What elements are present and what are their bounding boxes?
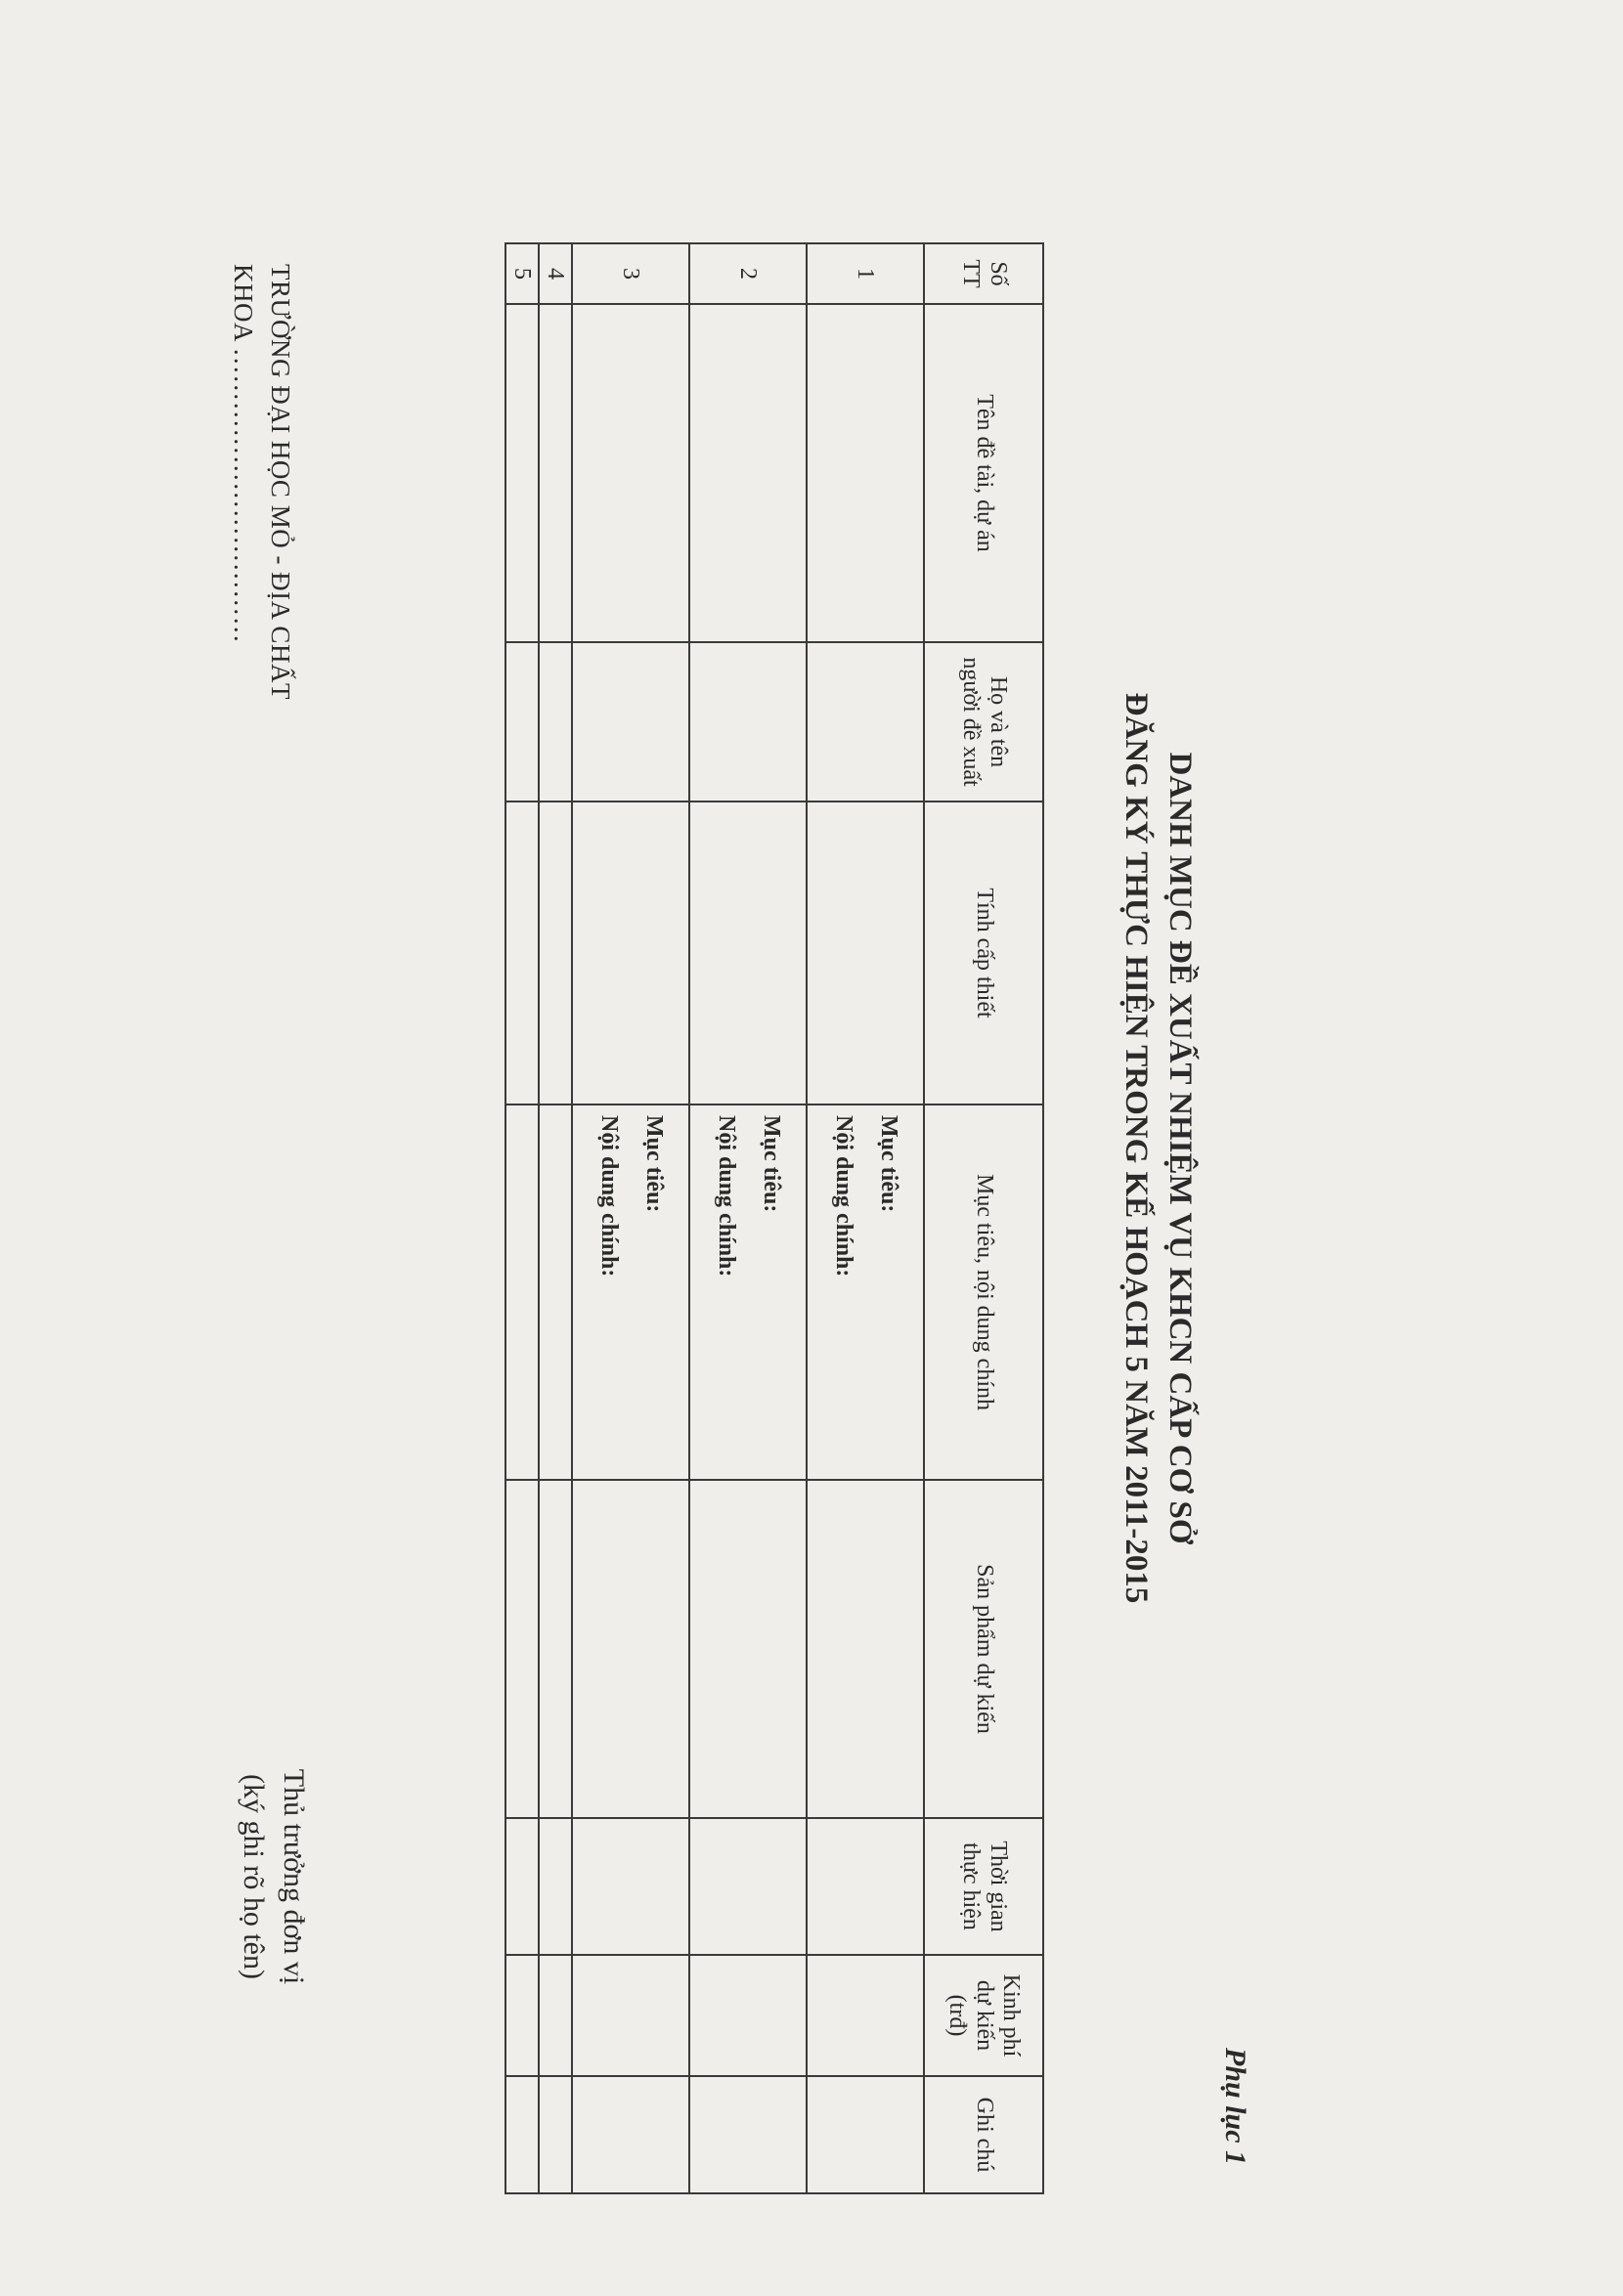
col-header-stt: Số TT xyxy=(924,243,1043,304)
table-row xyxy=(539,243,572,2193)
col-header-duration: Thời gian thực hiện xyxy=(924,1818,1043,1955)
table-row xyxy=(505,243,539,2193)
signature-title: Thủ trưởng đơn vị xyxy=(278,1768,310,1985)
col-header-budget: Kinh phí dự kiến (trđ) xyxy=(924,1955,1043,2076)
appendix-label: Phụ lục 1 xyxy=(1219,2048,1251,2166)
signature-block xyxy=(234,1623,313,2131)
table-row xyxy=(807,243,924,2193)
objectives-cell xyxy=(807,1105,924,1480)
col-header-products: Sản phẩm dự kiến xyxy=(924,1480,1043,1818)
proposal-table xyxy=(504,242,1044,2194)
col-header-topic: Tên đề tài, dự án xyxy=(924,304,1043,642)
col-header-proposer: Họ và tên người đề xuất xyxy=(924,642,1043,801)
col-header-objectives: Mục tiêu, nội dung chính xyxy=(924,1105,1043,1480)
objective-label: Mục tiêu: xyxy=(875,1115,901,1213)
document-title-line1: DANH MỤC ĐỀ XUẤT NHIỆM VỤ KHCN CẤP CƠ SỞ xyxy=(1162,752,1198,1544)
row-stt: 5 xyxy=(505,243,539,304)
objective-label: Mục tiêu: xyxy=(640,1115,667,1213)
objectives-cell xyxy=(572,1105,689,1480)
row-stt: 3 xyxy=(572,243,689,304)
row-stt: 2 xyxy=(689,243,807,304)
col-header-necessity: Tính cấp thiết xyxy=(924,801,1043,1105)
row-stt: 1 xyxy=(807,243,924,304)
document-title-line2: ĐĂNG KÝ THỰC HIỆN TRONG KẾ HOẠCH 5 NĂM 2011-2015 xyxy=(1119,692,1154,1604)
content-label: Nội dung chính: xyxy=(831,1115,856,1278)
faculty-line: KHOA …………………………… xyxy=(229,264,258,644)
table-row xyxy=(572,243,689,2193)
table-row xyxy=(689,243,807,2193)
content-label: Nội dung chính: xyxy=(596,1115,622,1278)
signature-note: (ký ghi rõ họ tên) xyxy=(238,1774,271,1979)
table-header-row xyxy=(924,243,1043,2193)
objectives-cell xyxy=(689,1105,807,1480)
col-header-notes: Ghi chú xyxy=(924,2076,1043,2193)
row-stt: 4 xyxy=(539,243,572,304)
objective-label: Mục tiêu: xyxy=(758,1115,784,1213)
school-name: TRƯỜNG ĐẠI HỌC MỎ - ĐỊA CHẤT xyxy=(266,264,295,700)
content-label: Nội dung chính: xyxy=(714,1115,739,1278)
